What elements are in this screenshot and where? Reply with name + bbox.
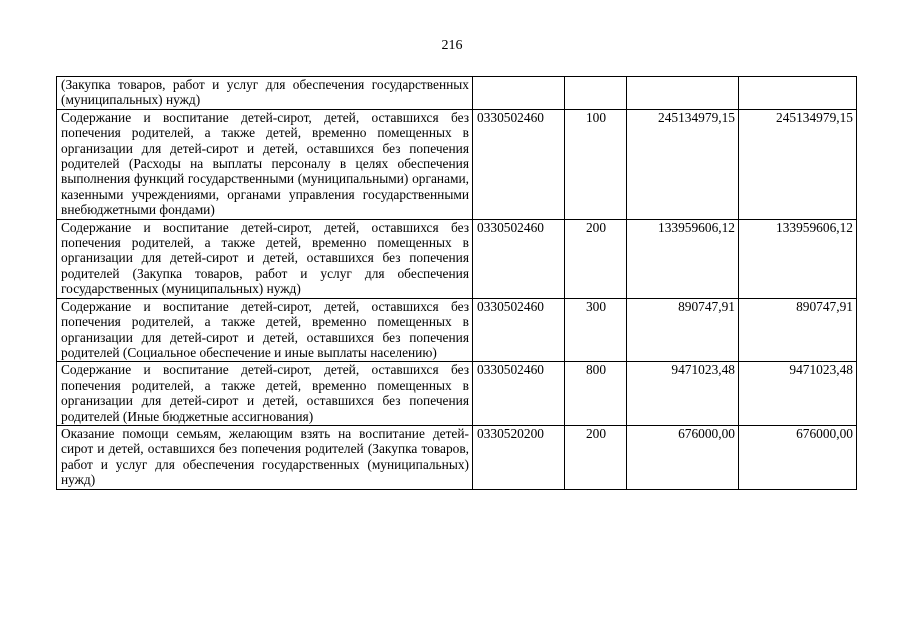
table-row — [57, 362, 857, 426]
amount-cell-2: 133959606,12 — [739, 219, 857, 298]
amount-cell-1: 245134979,15 — [627, 109, 739, 219]
table-row — [57, 109, 857, 219]
amount-cell-1: 133959606,12 — [627, 219, 739, 298]
expense-type-cell: 200 — [565, 425, 627, 489]
expense-type-cell: 800 — [565, 362, 627, 426]
amount-cell-1: 9471023,48 — [627, 362, 739, 426]
page-number: 216 — [441, 38, 463, 53]
table-row — [57, 298, 857, 362]
expense-name-cell: Содержание и воспитание детей-сирот, детей, оставшихся без попечения родителей, а также детей, временно помещенных в организации для детей-сирот и детей, оставшихся без попечения родителей (Расходы на выплаты персоналу в целях обеспечения выполнения функций государственными (муниципальными) органами, казенными учреждениями, органами управления государственными внебюджетными фондами) — [57, 109, 473, 219]
target-code-cell: 0330520200 — [473, 425, 565, 489]
expense-type-cell: 100 — [565, 109, 627, 219]
target-code-cell: 0330502460 — [473, 362, 565, 426]
expense-type-cell — [565, 77, 627, 110]
budget-table — [56, 76, 857, 490]
expense-name-cell: Содержание и воспитание детей-сирот, детей, оставшихся без попечения родителей, а также детей, временно помещенных в организации для детей-сирот и детей, оставшихся без попечения родителей (Закупка товаров, работ и услуг для обеспечения государственных (муниципальных) нужд) — [57, 219, 473, 298]
table-row — [57, 425, 857, 489]
amount-cell-1: 676000,00 — [627, 425, 739, 489]
amount-cell-2: 245134979,15 — [739, 109, 857, 219]
expense-type-cell: 300 — [565, 298, 627, 362]
amount-cell-2: 676000,00 — [739, 425, 857, 489]
expense-name-cell: (Закупка товаров, работ и услуг для обеспечения государственных (муниципальных) нужд) — [57, 77, 473, 110]
expense-type-cell: 200 — [565, 219, 627, 298]
expense-name-cell: Содержание и воспитание детей-сирот, детей, оставшихся без попечения родителей, а также детей, временно помещенных в организации для детей-сирот и детей, оставшихся без попечения родителей (Иные бюджетные ассигнования) — [57, 362, 473, 426]
target-code-cell: 0330502460 — [473, 298, 565, 362]
table-row — [57, 219, 857, 298]
amount-cell-2 — [739, 77, 857, 110]
table-row — [57, 77, 857, 110]
expense-name-cell: Оказание помощи семьям, желающим взять на воспитание детей-сирот и детей, оставшихся без попечения родителей (Закупка товаров, работ и услуг для обеспечения государственных (муниципальных) нужд) — [57, 425, 473, 489]
target-code-cell: 0330502460 — [473, 109, 565, 219]
amount-cell-1: 890747,91 — [627, 298, 739, 362]
amount-cell-1 — [627, 77, 739, 110]
target-code-cell: 0330502460 — [473, 219, 565, 298]
target-code-cell — [473, 77, 565, 110]
expense-name-cell: Содержание и воспитание детей-сирот, детей, оставшихся без попечения родителей, а также детей, временно помещенных в организации для детей-сирот и детей, оставшихся без попечения родителей (Социальное обеспечение и иные выплаты населению) — [57, 298, 473, 362]
amount-cell-2: 890747,91 — [739, 298, 857, 362]
amount-cell-2: 9471023,48 — [739, 362, 857, 426]
